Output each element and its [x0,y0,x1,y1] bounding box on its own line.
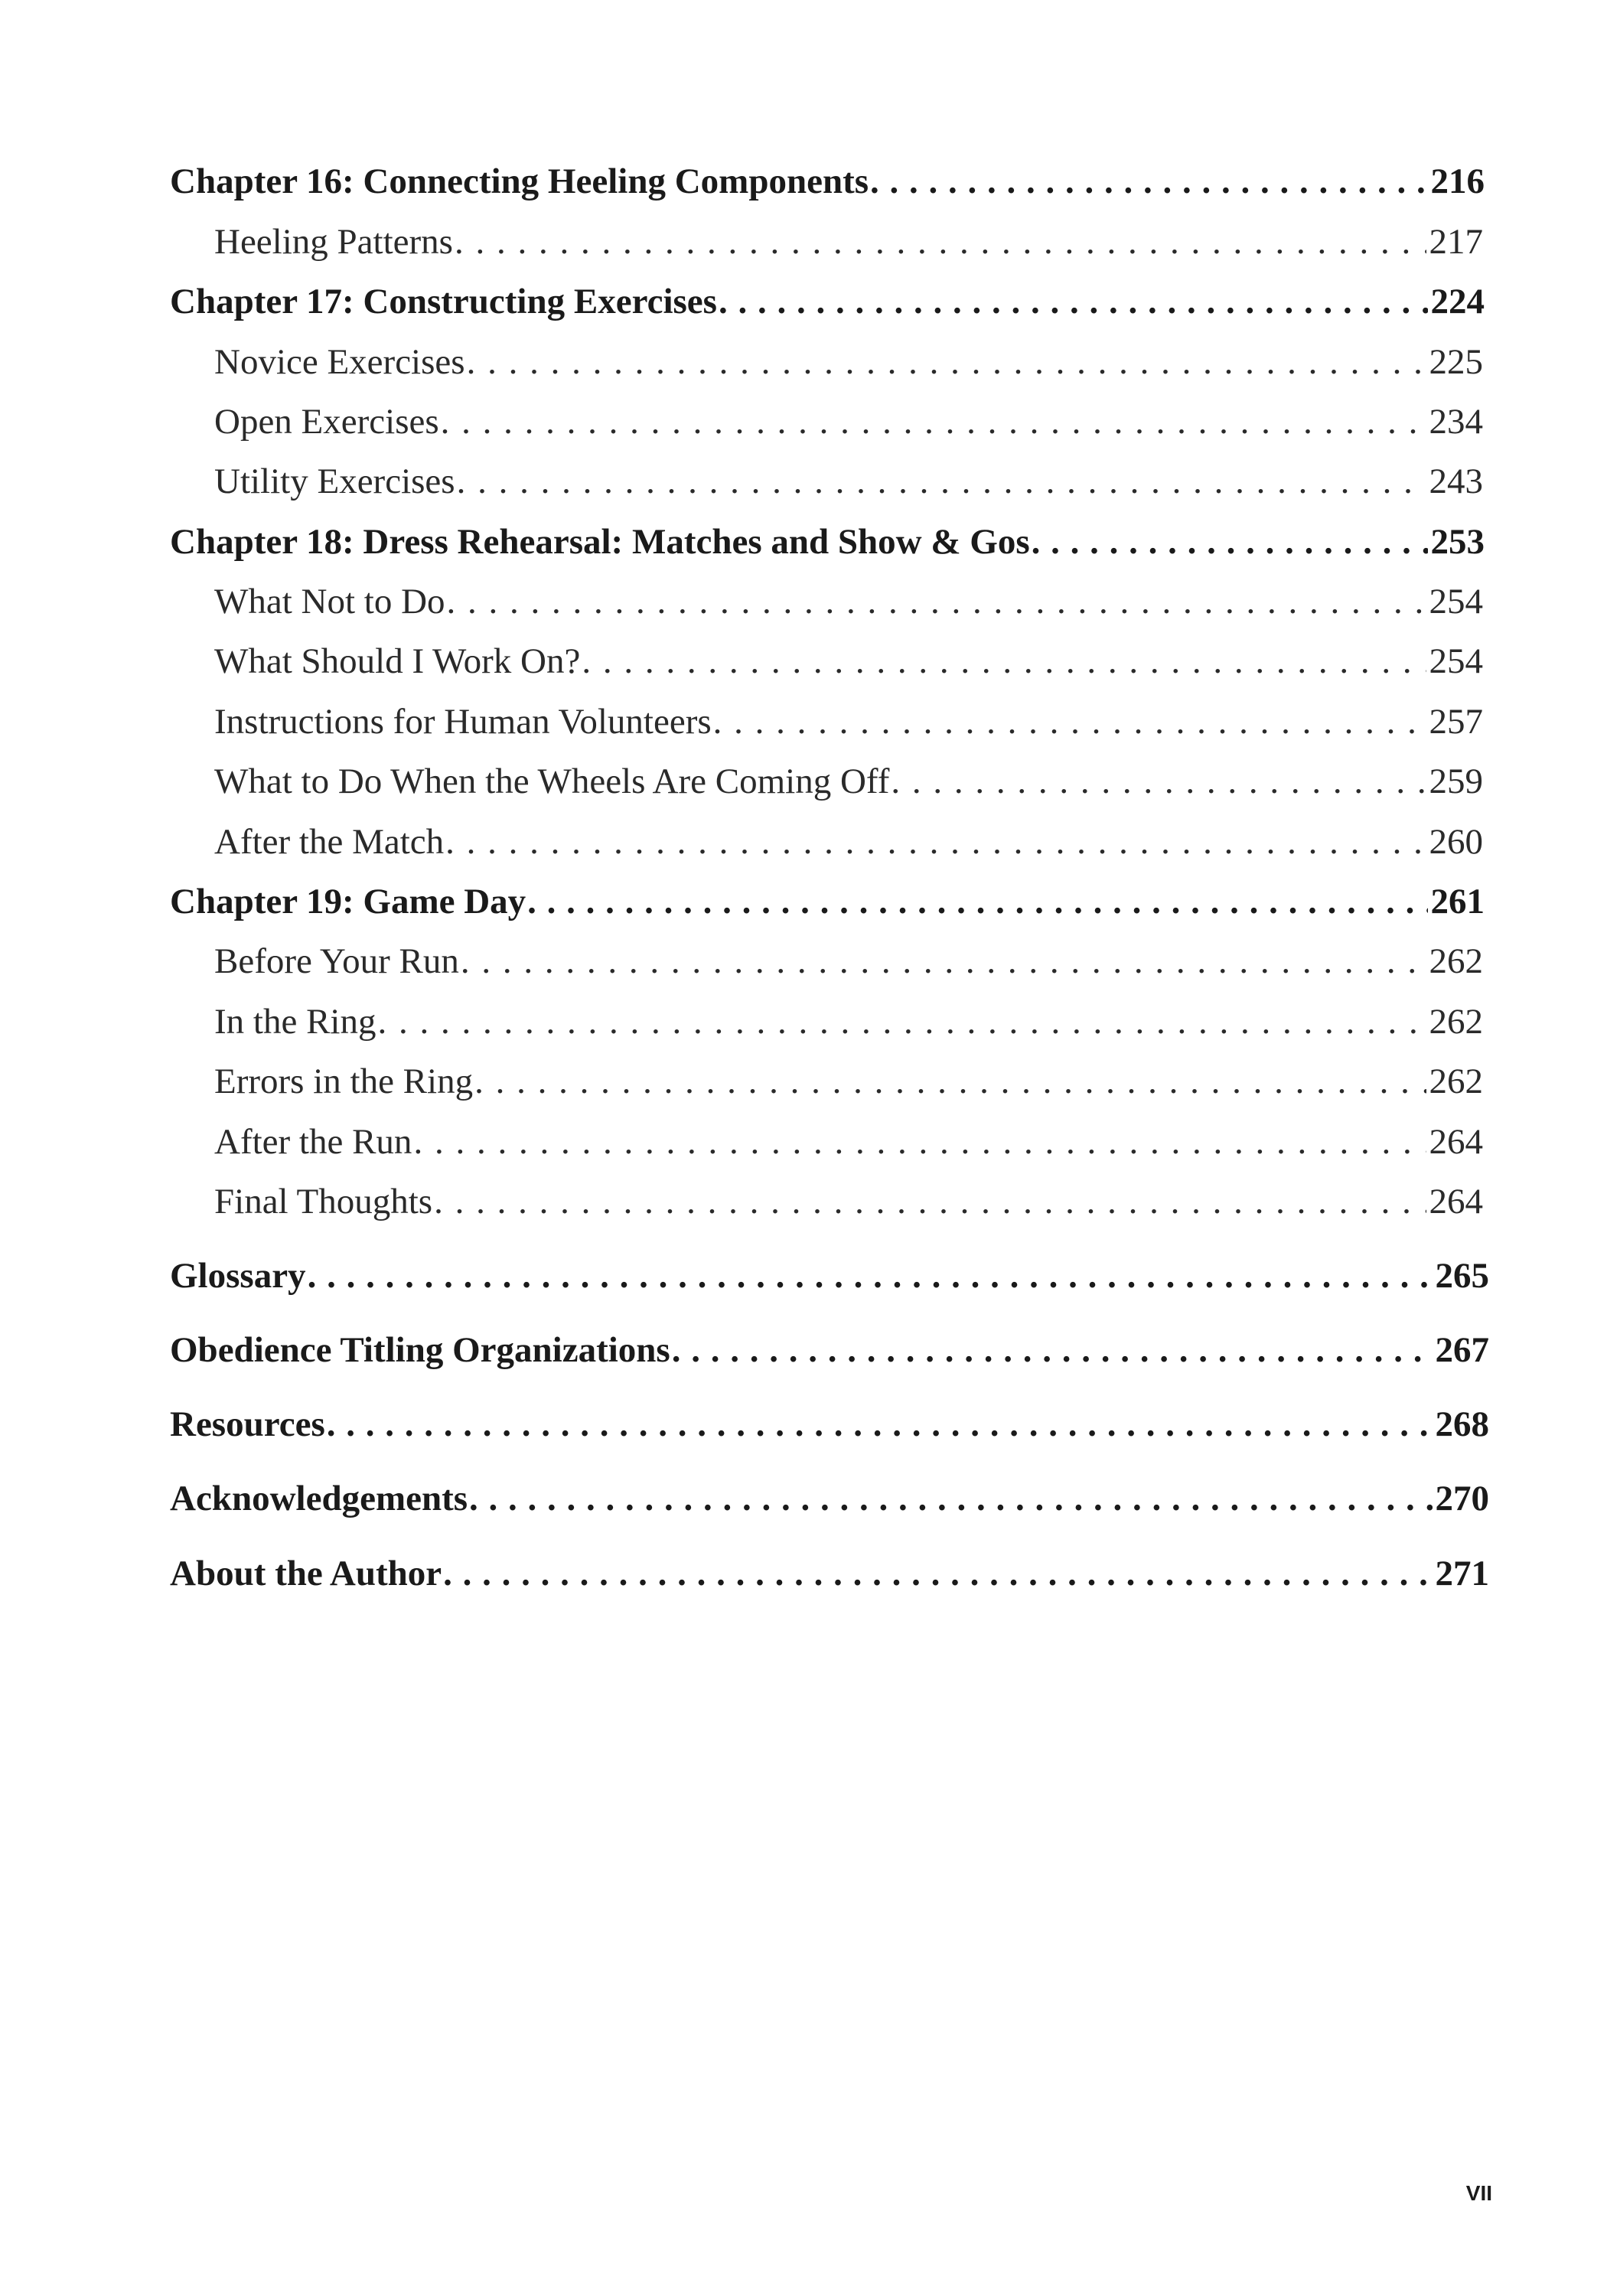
toc-entry-page: 216 [1430,161,1485,201]
toc-entry-before-your-run[interactable] [214,941,1483,982]
toc-entry-page: 254 [1429,641,1483,681]
toc-entry-title: Before Your Run [214,941,459,981]
toc-entry-page: 262 [1429,1002,1483,1042]
toc-entry-novice-exercises[interactable] [214,341,1483,383]
toc-entry-title: Glossary [170,1256,306,1296]
dot-leader [434,1181,1426,1222]
toc-entry-title: Chapter 19: Game Day [170,882,526,921]
dot-leader [461,941,1426,982]
dot-leader [457,461,1426,502]
toc-entry-what-not-to-do[interactable] [214,581,1483,622]
toc-entry-title: Obedience Titling Organizations [170,1330,670,1370]
toc-entry-title: What Should I Work On? [214,641,581,681]
toc-entry-title: Open Exercises [214,402,439,442]
toc-entry-title: What to Do When the Wheels Are Coming Off [214,762,890,801]
dot-leader [870,161,1427,202]
toc-entry-heeling-patterns[interactable] [214,221,1483,263]
dot-leader [582,641,1426,682]
toc-entry-obedience-titling-organizations[interactable] [170,1329,1489,1371]
toc-entry-page: 268 [1435,1404,1489,1444]
dot-leader [413,1121,1426,1163]
toc-entry-page: 217 [1429,222,1483,262]
dot-leader [467,341,1426,383]
dot-leader [308,1255,1433,1296]
dot-leader [443,1553,1432,1594]
toc-entry-about-the-author[interactable] [170,1553,1489,1594]
toc-entry-page: 224 [1430,282,1485,321]
toc-entry-after-the-match[interactable] [214,821,1483,863]
toc-entry-acknowledgements[interactable] [170,1478,1489,1519]
toc-entry-title: Instructions for Human Volunteers [214,702,712,742]
toc-entry-page: 259 [1429,762,1483,801]
toc-entry-page: 264 [1429,1122,1483,1162]
dot-leader [327,1404,1433,1445]
toc-entry-in-the-ring[interactable] [214,1001,1483,1042]
dot-leader [474,1061,1426,1102]
dot-leader [377,1001,1426,1042]
toc-entry-title: Chapter 16: Connecting Heeling Components [170,161,869,201]
dot-leader [672,1329,1433,1371]
dot-leader [527,881,1427,922]
dot-leader [455,221,1426,263]
toc-entry-utility-exercises[interactable] [214,461,1483,502]
toc-entry-page: 267 [1435,1330,1489,1370]
toc-entry-page: 262 [1429,941,1483,981]
dot-leader [469,1478,1432,1519]
toc-entry-title: In the Ring [214,1002,376,1042]
toc-entry-page: 253 [1430,522,1485,562]
toc-entry-title: Chapter 18: Dress Rehearsal: Matches and Show & Gos [170,522,1030,562]
toc-entry-title: About the Author [170,1554,442,1593]
toc-entry-title: Heeling Patterns [214,222,453,262]
toc-entry-page: 225 [1429,342,1483,382]
toc-entry-page: 234 [1429,402,1483,442]
toc-entry-instructions-for-human-volunteers[interactable] [214,701,1483,742]
toc-entry-page: 260 [1429,822,1483,862]
toc-entry-title: Utility Exercises [214,461,455,501]
toc-entry-title: After the Run [214,1122,412,1162]
toc-entry-page: 270 [1435,1479,1489,1518]
toc-entry-title: What Not to Do [214,582,445,621]
toc-entry-errors-in-the-ring[interactable] [214,1061,1483,1102]
toc-entry-glossary[interactable] [170,1255,1489,1296]
toc-entry-chapter-19[interactable] [170,881,1485,922]
toc-entry-title: After the Match [214,822,445,862]
toc-entry-title: Chapter 17: Constructing Exercises [170,282,717,321]
dot-leader [447,581,1426,622]
toc-entry-page: 265 [1435,1256,1489,1296]
toc-entry-title: Novice Exercises [214,342,465,382]
toc-entry-open-exercises[interactable] [214,401,1483,442]
toc-entry-resources[interactable] [170,1404,1489,1445]
toc-entry-title: Final Thoughts [214,1182,433,1221]
page-number: VII [1465,2181,1492,2205]
toc-entry-page: 257 [1429,702,1483,742]
toc-entry-page: 271 [1435,1554,1489,1593]
dot-leader [719,281,1428,322]
toc-entry-title: Acknowledgements [170,1479,468,1518]
toc-entry-page: 254 [1429,582,1483,621]
toc-entry-after-the-run[interactable] [214,1121,1483,1163]
toc-entry-what-should-i-work-on[interactable] [214,641,1483,682]
toc-entry-title: Errors in the Ring [214,1062,474,1101]
toc-entry-chapter-16[interactable] [170,161,1485,202]
dot-leader [445,821,1426,863]
dot-leader [441,401,1426,442]
toc-entry-final-thoughts[interactable] [214,1181,1483,1222]
dot-leader [1032,521,1428,563]
toc-entry-title: Resources [170,1404,325,1444]
toc-entry-page: 261 [1430,882,1485,921]
dot-leader [891,761,1426,802]
toc-entry-chapter-18[interactable] [170,521,1485,563]
toc-entry-page: 262 [1429,1062,1483,1101]
toc-entry-chapter-17[interactable] [170,281,1485,322]
toc-entry-wheels-coming-off[interactable] [214,761,1483,802]
toc-entry-page: 243 [1429,461,1483,501]
toc-entry-page: 264 [1429,1182,1483,1221]
dot-leader [713,701,1426,742]
